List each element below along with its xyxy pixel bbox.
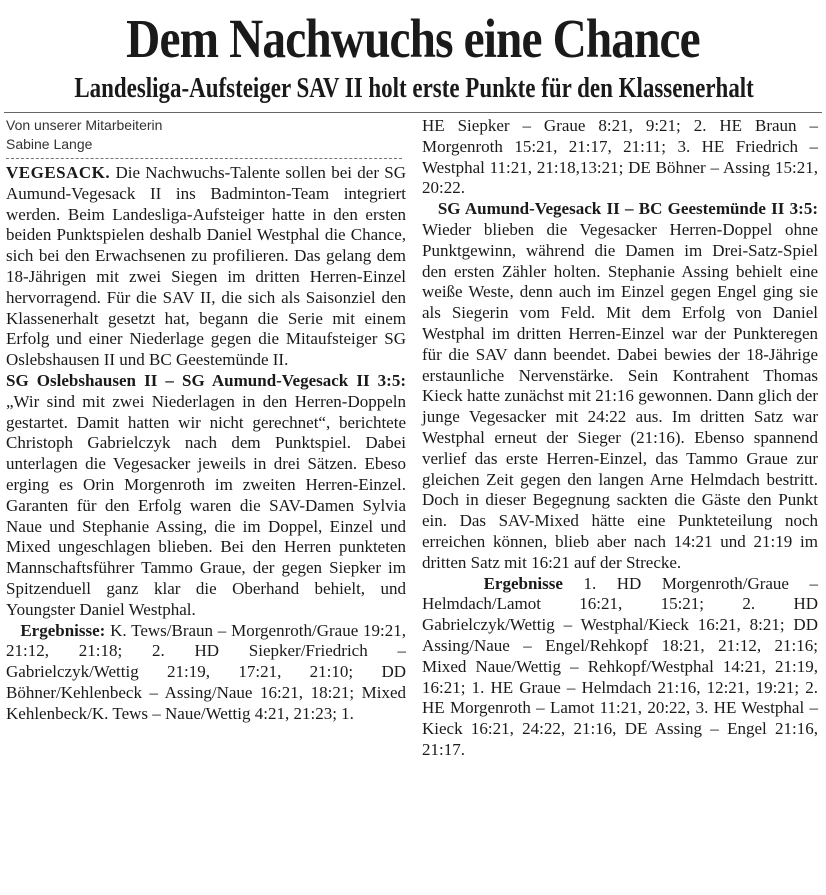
match-2-heading: SG Aumund-Vegesack II – BC Geestemünde II 3:5: — [437, 199, 818, 219]
paragraph-results-1 — [6, 621, 406, 725]
article-column-left — [6, 112, 406, 725]
match-2-text: Wieder blieben die Vegesacker Herren-Doppel ohne Punktgewinn, während die Damen im Drei-Satz-Spiel den ersten Zähler holten. Stephanie Assing behielt eine weiße Weste, denn auch im Einzel gegen Engel ging sie als Siegerin vom Feld. Mit dem Erfolg von Daniel Westphal im dritten Herren-Einzel war der Punkteregen für die SAV dann beendet. Dabei bewies der 18-Jährige erstaunliche Nervenstärke. Sein Kontrahent Thomas Kieck hatte zunächst mit 21:16 gewonnen. Dann glich der junge Vegesacker mit 24:22 aus. Im dritten Satz war Westphal erneut der Sieger (21:16). Ebenso spannend verlief das erste Herren-Einzel, das Tammo Graue zur gleichen Zeit gegen den langen Arne Helmdach bestritt. Doch in dieser Begegnung sackten die Gäste den Punkt ein. Das SAV-Mixed hätte eine Punkteteilung noch erreichen können, blieb aber nach 14:21 und 21:19 im dritten Satz mit 16:21 auf der Strecke. — [422, 219, 818, 572]
dateline: VEGESACK. — [6, 163, 111, 182]
match-1-text: „Wir sind mit zwei Niederlagen in den Herren-Doppeln gestartet. Damit hatten wir nicht gerechnet“, berichtete Christoph Gabrielczyk nach dem Punktspiel. Dabei unterlagen die Vegesacker jeweils in drei Sätzen. Ebeso erging es Orin Morgenroth im zweiten Herren-Einzel. Garanten für den Erfolg waren die SAV-Damen Sylvia Naue und Stephanie Assing, die im Doppel, Einzel und Mixed ungeschlagen blieben. Bei den Herren punkteten Mannschaftsführer Tammo Graue, der gegen Siepker im Spitzenduell ganz klar die Oberhand behielt, und Youngster Daniel Westphal. — [6, 391, 406, 619]
paragraph-intro-text: Die Nachwuchs-Talente sollen bei der SG Aumund-Vegesack II ins Badminton-Team integriert werden. Beim Landesliga-Aufsteiger hatte in den ersten beiden Punktspielen deshalb Daniel Westphal die Chance, sich bei den Erwachsenen zu profilieren. Das gelang dem 18-Jährigen mit zwei Siegen im dritten Herren-Einzel hervorragend. Für die SAV II, die sich als Saisonziel den Klassenerhalt gesetzt hat, begann die Serie mit einem Erfolg und einer Niederlage gegen die Mitaufsteiger SG Oslebshausen II und BC Geestemünde II. — [6, 163, 406, 370]
subheadline: Landesliga-Aufsteiger SAV II holt erste Punkte für den Klassenerhalt — [74, 73, 754, 104]
paragraph-results-1-cont — [422, 116, 818, 199]
results-1-heading: Ergebnisse: — [20, 620, 106, 640]
headline: Dem Nachwuchs eine Chance — [126, 8, 700, 69]
byline-divider — [6, 158, 402, 159]
paragraph-intro — [6, 163, 406, 371]
paragraph-match-1 — [6, 371, 406, 621]
article-column-right — [422, 112, 818, 761]
results-2-heading: Ergebnisse — [483, 573, 563, 593]
match-1-heading: SG Oslebshausen II – SG Aumund-Vegesack II 3:5: — [6, 370, 406, 390]
byline — [6, 112, 406, 154]
byline-author: Sabine Lange — [6, 136, 93, 152]
paragraph-results-2 — [422, 574, 818, 761]
results-1-text: K. Tews/Braun – Morgenroth/Graue 19:21, 21:12, 21:18; 2. HD Siepker/Friedrich – Gabrielczyk/Wettig 21:19, 17:21, 21:10; DD Böhner/Kehlenbeck – Assing/Naue 16:21, 18:21; Mixed Kehlenbeck/K. Tews – Naue/Wettig 4:21, 21:23; 1. — [6, 620, 406, 723]
results-2-text: 1. HD Morgenroth/Graue – Helmdach/Lamot 16:21, 15:21; 2. HD Gabrielczyk/Wettig – Westphal/Kieck 16:21, 8:21; DD Assing/Naue – Engel/Rehkopf 18:21, 21:12, 21:16; Mixed Naue/Wettig – Rehkopf/Westphal 14:21, 21:19, 16:21; 1. HE Graue – Helmdach 21:16, 12:21, 19:21; 2. HE Morgenroth – Lamot 11:21, 20:22, 3. HE Westphal – Kieck 16:21, 24:22, 21:16, DE Assing – Engel 21:16, 21:17. — [422, 573, 818, 759]
paragraph-match-2 — [422, 199, 818, 573]
byline-line1: Von unserer Mitarbeiterin — [6, 117, 163, 133]
results-1-cont-text: HE Siepker – Graue 8:21, 9:21; 2. HE Braun – Morgenroth 15:21, 21:17, 21:11; 3. HE Friedrich – Westphal 11:21, 21:18,13:21; DE Böhner – Assing 15:21, 20:22. — [422, 116, 818, 198]
